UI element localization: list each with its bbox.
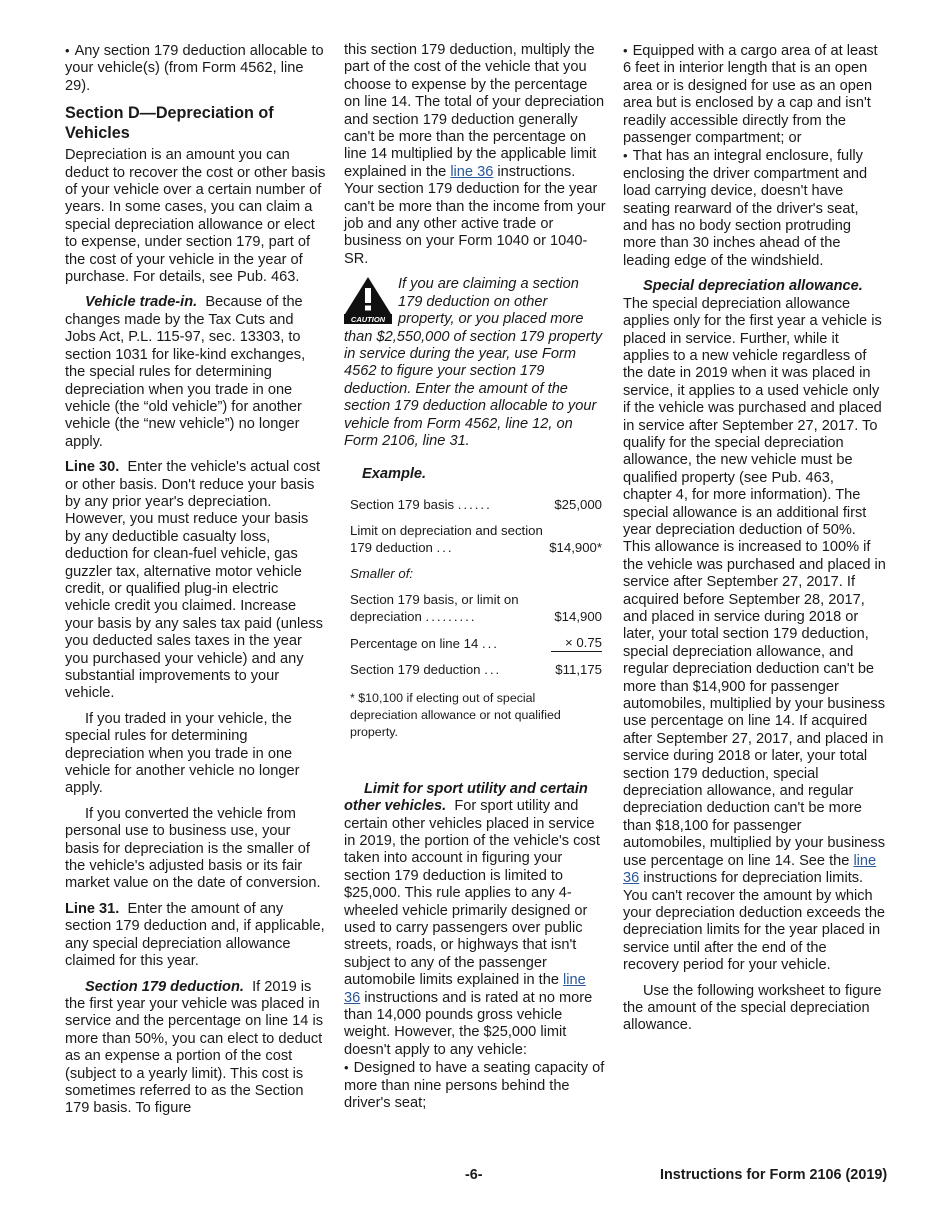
example-row <box>350 652 602 678</box>
line-31-paragraph <box>65 901 327 971</box>
section-179-deduction-title: Section 179 deduction. <box>85 978 244 995</box>
suv-text-before-link: For sport utility and certain other vehicles placed in service in 2019, the portion of the vehicle's cost taken into account in figuring your section 179 deduction is limited to $25,000. This rule applies to any 4-wheeled vehicle primarily designed or used to carry passengers over public streets, roads, or highways that isn't subject to any of the passenger automobile limits explained in the <box>344 798 600 989</box>
traded-in-paragraph: If you traded in your vehicle, the special rules for determining depreciation when you trade in one vehicle for another vehicle no longer apply. <box>65 710 300 797</box>
example-row-label <box>350 625 549 652</box>
example-row-value <box>549 625 602 652</box>
page-number: -6- <box>465 1167 483 1183</box>
column-middle <box>344 42 606 1120</box>
caution-label: CAUTION <box>350 315 386 325</box>
example-row-value: $14,900* <box>549 539 602 555</box>
worksheet-paragraph: Use the following worksheet to figure the amount of the special depreciation allowance. <box>623 982 882 1034</box>
leader-dots: ...... <box>457 496 492 512</box>
leader-dots: ......... <box>425 608 477 624</box>
example-row <box>350 625 602 652</box>
example-row <box>350 582 602 625</box>
section-d-heading: Section D—Depreciation of Vehicles <box>65 104 274 142</box>
example-row-value: $25,000 <box>554 496 602 512</box>
special-depreciation-title: Special depreciation allowance. <box>643 278 863 295</box>
caution-box <box>344 276 606 450</box>
caution-text: If you are claiming a section 179 deduction on other property, or you placed more than $2,550,000 of section 179 property in service during the year, use Form 4562 to figure your section 179 deduction. Enter the amount of the section 179 deduction allocable to your vehicle from Form 4562, line 12, on Form 2106, line 31. <box>344 276 603 449</box>
column-right <box>623 42 886 1043</box>
leader-dots: ... <box>481 635 499 651</box>
example-title: Example. <box>362 466 427 483</box>
line-36-link[interactable]: line 36 <box>450 163 494 180</box>
example-table <box>350 496 602 678</box>
example-row-label <box>350 496 549 513</box>
suv-limit-title: Limit for sport utility and certain other vehicles. <box>344 780 588 815</box>
row-label-text: Section 179 basis, or limit on depreciation <box>350 591 519 624</box>
special-text-after-link: instructions for depreciation limits. You can't recover the amount by which your depreciation deduction exceeds the depreciation limits for the year placed in service until after the end of the recovery period for your vehicle. <box>623 870 886 974</box>
converted-paragraph: If you converted the vehicle from personal use to business use, your basis for depreciation is the smaller of the vehicle's adjusted basis or its fair market value on the date of conversion. <box>65 805 321 892</box>
bullet-section-179-allocable: • Any section 179 deduction allocable to your vehicle(s) (from Form 4562, line 29). <box>65 42 327 95</box>
line-30-paragraph <box>65 459 327 703</box>
line-31-text: Enter the amount of any section 179 deduction and, if applicable, any special depreciation allowance claimed for this year. <box>65 900 325 970</box>
line-30-text: Enter the vehicle's actual cost or other basis. Don't reduce your basis by any prior year's depreciation. However, you must reduce your basis by any deductible casualty loss, deduction for clean-fuel vehicle, gas guzzler tax, alternative motor vehicle credit, or qualified plug-in electric vehicle credit you claimed. Increase your basis by any sales tax paid (unless you deducted sales taxes in the year you purchased your vehicle) and any substantial improvements to your vehicle. <box>65 459 323 702</box>
example-row-label <box>350 652 549 678</box>
line-36-link[interactable]: line 36 <box>623 852 877 887</box>
example-row <box>350 496 602 513</box>
example-row-value: $14,900 <box>554 608 602 624</box>
row-label-text: Section 179 basis <box>350 496 455 512</box>
row-label-text: Section 179 deduction <box>350 661 481 677</box>
special-text-before-link: The special depreciation allowance applies only for the first year a vehicle is placed in service. Further, while it applies to a new vehicle regardless of the date in 2019 when it was placed in service, it applies to a used vehicle only if the vehicle was purchased and placed in service after September 27, 2017. To qualify for the special depreciation allowance, the new vehicle must be qualified property (see Pub. 463, chapter 4, for more information). The special allowance is an additional first year depreciation deduction of 50%. This allowance is increased to 100% if the vehicle was purchased and placed in service after September 27, 2017. If acquired before September 28, 2017, and placed in service during 2018 or later, your total section 179 deduction, special depreciation allowance, and regular depreciation deduction can't be more than $14,900 for passenger automobiles, multiplied by your business use percentage on line 14. If acquired after September 27, 2017, and placed in service during 2018 or later, your total section 179 deduction, special depreciation allowance, and regular depreciation deduction can't be more than $18,100 for passenger automobiles, multiplied by your business use percentage on line 14. See the <box>623 295 886 869</box>
underlined-value: × 0.75 <box>551 634 602 652</box>
row-label-text: Limit on depreciation and section 179 deduction <box>350 522 543 555</box>
column-left <box>65 42 327 1126</box>
leader-dots: ... <box>484 661 502 677</box>
depreciation-paragraph: Depreciation is an amount you can deduct to recover the cost or other basis of your vehicle over a certain number of years. In some cases, you can claim a special depreciation allowance or elect to expense, under section 179, part of the cost of your vehicle in the year of purchase. For details, see Pub. 463. <box>65 147 326 286</box>
vehicle-trade-in-paragraph <box>65 294 327 451</box>
row-label-text: Percentage on line 14 <box>350 635 479 651</box>
vehicle-trade-in-text: Because of the changes made by the Tax Cuts and Jobs Act, P.L. 115-97, sec. 13303, to section 1031 for like-kind exchanges, the special rules for determining depreciation when you trade in one vehicle (the “old vehicle”) for another vehicle (the “new vehicle”) no longer apply. <box>65 294 306 450</box>
example-footnote: * $10,100 if electing out of special depreciation allowance or not qualified property. <box>350 690 561 739</box>
suv-text-after-link: instructions and is rated at no more than 14,000 pounds gross vehicle weight. However, the $25,000 limit doesn't apply to any vehicle: <box>344 989 593 1058</box>
suv-limit-paragraph <box>344 781 606 1060</box>
bullet-cargo-area: • Equipped with a cargo area of at least 6 feet in interior length that is an open area or is designed for use as an open area but is enclosed by a cap and isn't readily accessible directly from the passenger compartment; or <box>623 42 886 147</box>
caution-icon <box>344 276 392 324</box>
example-row-value <box>549 556 602 582</box>
example-row <box>350 556 602 582</box>
section-179-continued-paragraph <box>344 42 606 268</box>
line-30-title: Line 30. <box>65 459 120 476</box>
section-179-deduction-paragraph <box>65 979 327 1118</box>
continued-text-before-link: this section 179 deduction, multiply the part of the cost of the vehicle that you choose to expense by the percentage on line 14. The total of your depreciation and section 179 deduction generally can't be more than the percentage on line 14 multiplied by the applicable limit explained in the <box>344 42 605 180</box>
line-31-title: Line 31. <box>65 900 120 917</box>
vehicle-trade-in-title: Vehicle trade-in. <box>85 294 198 311</box>
example-row-label <box>350 582 549 625</box>
continued-text-after-link: instructions. Your section 179 deduction for the year can't be more than the income from your job and any other active trade or business on your Form 1040 or 1040-SR. <box>344 163 606 267</box>
leader-dots: ... <box>436 539 454 555</box>
bullet-integral-enclosure: • That has an integral enclosure, fully enclosing the driver compartment and load carrying device, doesn't have seating rearward of the driver's seat, and has no body section protruding more than 30 inches ahead of the leading edge of the windshield. <box>623 147 886 270</box>
example-row-label <box>350 513 549 556</box>
bullet-seating-capacity: • Designed to have a seating capacity of more than nine persons behind the driver's seat; <box>344 1059 606 1112</box>
section-179-deduction-text: If 2019 is the first year your vehicle was placed in service and the percentage on line 14 is more than 50%, you can elect to deduct as an expense a portion of the cost (subject to a yearly limit). This cost is sometimes referred to as the Section 179 basis. To figure <box>65 978 323 1117</box>
example-row-label: Smaller of: <box>350 565 414 581</box>
special-depreciation-paragraph <box>623 278 886 974</box>
example-row <box>350 513 602 556</box>
example-row-value: $11,175 <box>555 661 602 677</box>
line-36-link[interactable]: line 36 <box>344 972 586 1006</box>
form-title-footer: Instructions for Form 2106 (2019) <box>660 1167 888 1183</box>
